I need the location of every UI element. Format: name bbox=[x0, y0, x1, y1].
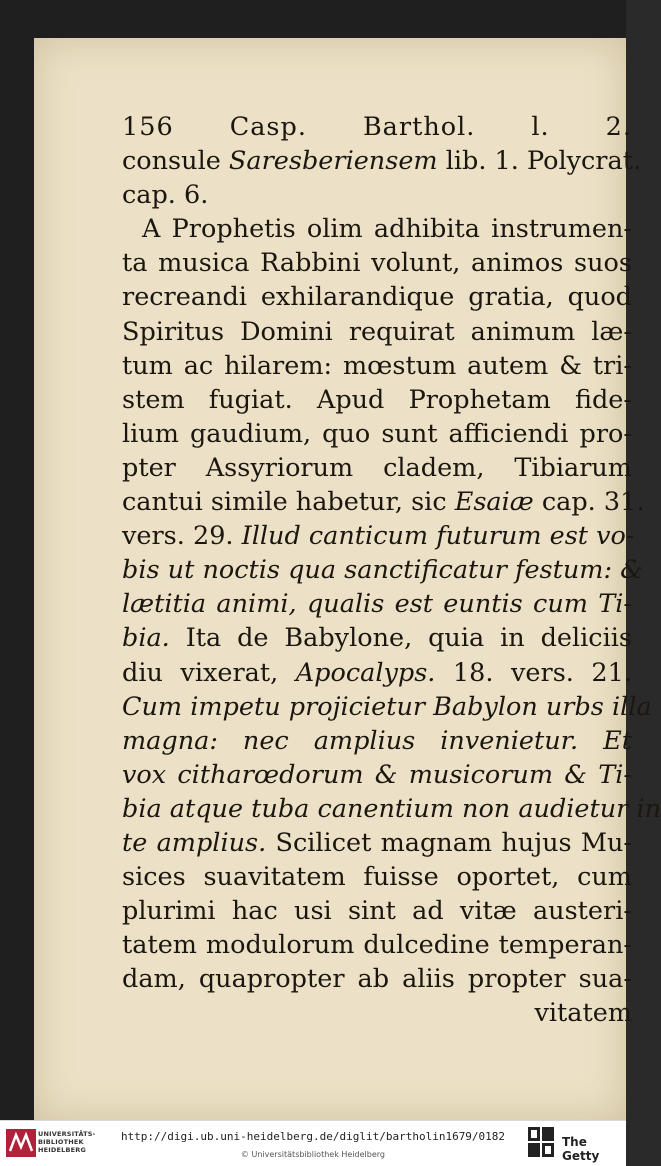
viewer-footer bbox=[0, 1120, 626, 1166]
text-line bbox=[122, 587, 632, 621]
text-segment: plurimi hac usi sint ad vitæ austeri- bbox=[122, 896, 632, 927]
text-line bbox=[122, 178, 632, 212]
italic-segment: lætitia animi, qualis est euntis cum Ti- bbox=[122, 589, 632, 620]
text-segment: Scilicet magnam hujus Mu- bbox=[266, 827, 633, 858]
italic-segment: bia atque tuba canentium non audietur in bbox=[122, 793, 661, 824]
text-segment: lib. 1. Polycrat. bbox=[437, 146, 642, 177]
italic-segment: Illud canticum futurum est vo- bbox=[241, 521, 635, 552]
text-line bbox=[122, 349, 632, 383]
text-line bbox=[122, 860, 632, 894]
text-line bbox=[122, 792, 661, 826]
text-segment: diu vixerat, bbox=[122, 657, 296, 688]
text-segment: cap. 6. bbox=[122, 180, 209, 211]
text-segment: recreandi exhilarandique gratia, quod bbox=[122, 282, 632, 313]
text-line bbox=[122, 996, 632, 1030]
text-segment: consule bbox=[122, 146, 229, 177]
text-segment: sices suavitatem fuisse oportet, cum bbox=[122, 862, 632, 893]
permalink[interactable]: http://digi.ub.uni-heidelberg.de/diglit/bartholin1679/0182 bbox=[120, 1130, 506, 1143]
running-title: Casp. Barthol. bbox=[229, 112, 476, 142]
text-line bbox=[122, 758, 632, 792]
page-number: 156 bbox=[122, 112, 174, 142]
library-name: UNIVERSITÄTS- BIBLIOTHEK HEIDELBERG bbox=[38, 1130, 96, 1154]
text-segment: vers. 29. bbox=[122, 521, 242, 552]
text-segment: tum ac hilarem: mœstum autem & tri- bbox=[122, 350, 632, 381]
text-segment: dam, quapropter ab aliis propter sua- bbox=[122, 964, 632, 995]
running-header bbox=[122, 110, 632, 144]
text-line bbox=[122, 928, 632, 962]
text-segment: cap. 31. bbox=[533, 487, 645, 518]
italic-segment: Esaiæ bbox=[454, 487, 534, 518]
text-line bbox=[122, 621, 632, 655]
text-segment: tatem modulorum dulcedine temperan- bbox=[122, 930, 632, 961]
text-line bbox=[122, 962, 632, 996]
italic-segment: Cum impetu projicietur Babylon urbs illa bbox=[122, 691, 652, 722]
text-line bbox=[122, 826, 632, 860]
text-segment: Spiritus Domini requirat animum læ- bbox=[122, 316, 632, 347]
book-page bbox=[34, 38, 661, 1120]
italic-segment: te amplius. bbox=[122, 827, 267, 858]
text-segment: stem fugiat. Apud Prophetam fide- bbox=[122, 384, 632, 415]
text-segment: pter Assyriorum cladem, Tibiarum bbox=[122, 452, 632, 483]
text-segment: 18. vers. 21. bbox=[435, 657, 632, 688]
text-line bbox=[122, 383, 632, 417]
text-line bbox=[122, 656, 632, 690]
text-line bbox=[122, 553, 643, 587]
section-marker: l. 2. bbox=[531, 112, 633, 142]
italic-segment: vox citharœdorum & musicorum & Ti- bbox=[122, 759, 632, 790]
text-line bbox=[122, 519, 635, 553]
getty-logo bbox=[528, 1127, 556, 1159]
page-text bbox=[122, 110, 661, 1031]
text-line bbox=[122, 417, 632, 451]
text-line bbox=[122, 280, 632, 314]
text-segment: lium gaudium, quo sunt afficiendi pro- bbox=[122, 418, 632, 449]
text-line bbox=[122, 144, 642, 178]
text-line bbox=[122, 894, 632, 928]
partner-name: The Getty bbox=[562, 1135, 600, 1163]
text-segment: A Prophetis olim adhibita instrumen- bbox=[142, 214, 632, 245]
italic-segment: magna: nec amplius invenietur. Et bbox=[122, 725, 632, 756]
text-segment: cantui simile habetur, sic bbox=[122, 487, 455, 518]
italic-segment: bia. bbox=[122, 623, 170, 654]
text-line bbox=[122, 451, 632, 485]
text-line bbox=[122, 690, 652, 724]
text-line bbox=[122, 724, 632, 758]
text-segment: ta musica Rabbini volunt, animos suos bbox=[122, 248, 632, 279]
text-segment: vitatem bbox=[534, 998, 632, 1029]
italic-segment: Apocalyps. bbox=[295, 657, 436, 688]
text-line bbox=[122, 212, 632, 246]
italic-segment: bis ut noctis qua sanctificatur festum: & bbox=[122, 555, 643, 586]
text-line bbox=[122, 315, 632, 349]
text-segment: Ita de Babylone, quia in deliciis bbox=[169, 623, 632, 654]
copyright-notice: © Universitätsbibliothek Heidelberg bbox=[240, 1150, 385, 1159]
italic-segment: Saresberiensem bbox=[228, 146, 438, 177]
text-line bbox=[122, 485, 645, 519]
text-line bbox=[122, 246, 632, 280]
